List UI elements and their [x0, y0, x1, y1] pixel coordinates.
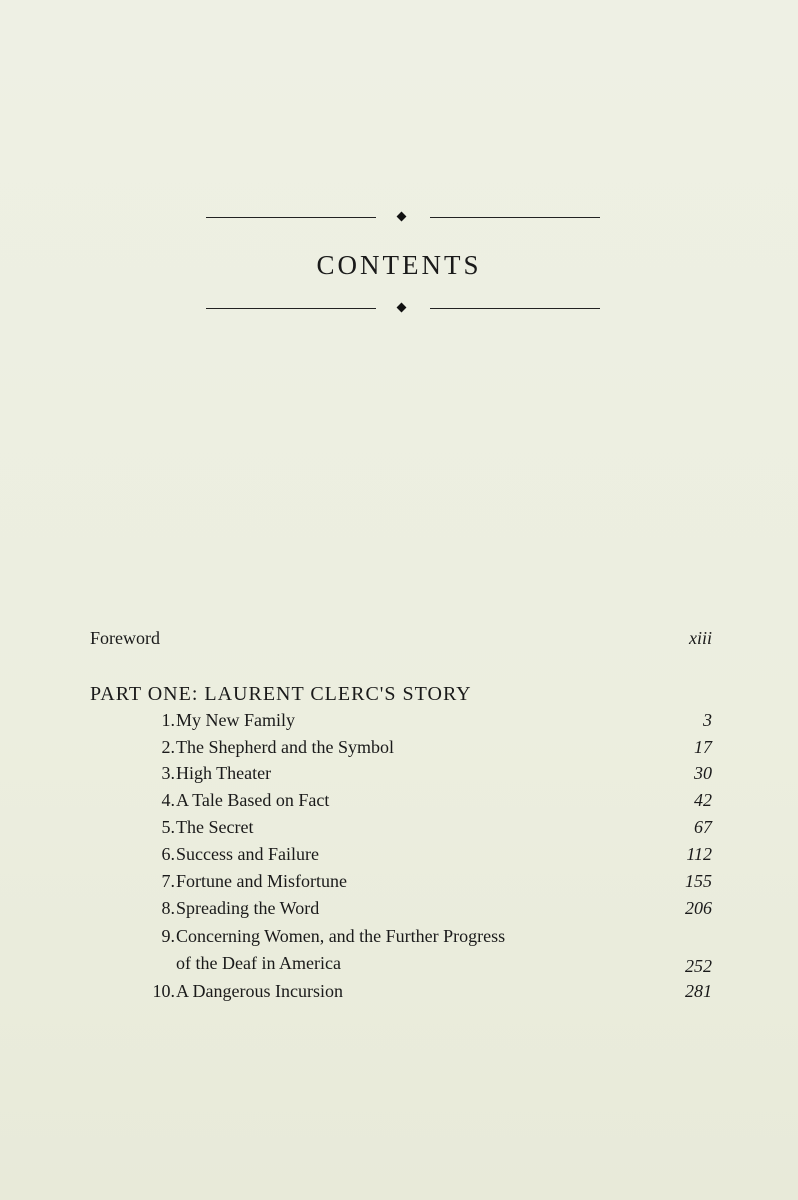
- chapter-page: 3: [703, 710, 712, 730]
- chapter-page: 67: [694, 817, 712, 837]
- chapter-title-continued: of the Deaf in America: [176, 953, 341, 973]
- part-one-title: PART ONE: LAURENT CLERC'S STORY: [90, 683, 472, 705]
- chapter-number: 2.: [161, 737, 175, 757]
- chapter-title: The Secret: [176, 817, 254, 837]
- chapter-number: 9.: [161, 926, 175, 946]
- chapter-title: The Shepherd and the Symbol: [176, 737, 394, 757]
- foreword-label: Foreword: [90, 628, 160, 648]
- chapter-page: 112: [686, 844, 712, 864]
- chapter-page: 155: [685, 871, 712, 891]
- chapter-page: 30: [694, 763, 712, 783]
- chapter-number: 10.: [152, 981, 175, 1001]
- foreword-page: xiii: [689, 628, 712, 648]
- chapter-page: 17: [694, 737, 712, 757]
- chapter-title: My New Family: [176, 710, 295, 730]
- chapter-page: 281: [685, 981, 712, 1001]
- chapter-title: A Tale Based on Fact: [176, 790, 330, 810]
- contents-heading: CONTENTS: [316, 250, 482, 280]
- chapter-entry[interactable]: [90, 925, 712, 975]
- chapter-title: Spreading the Word: [176, 898, 320, 918]
- chapter-page: 206: [685, 898, 712, 918]
- chapter-page: 42: [694, 790, 712, 810]
- chapter-title: A Dangerous Incursion: [176, 981, 343, 1001]
- chapter-number: 3.: [161, 763, 175, 783]
- chapter-number: 4.: [161, 790, 175, 810]
- chapter-number: 6.: [161, 844, 175, 864]
- chapter-number: 1.: [161, 710, 175, 730]
- chapter-number: 5.: [161, 817, 175, 837]
- chapter-title: Success and Failure: [176, 844, 319, 864]
- chapter-title: Concerning Women, and the Further Progress: [176, 926, 506, 946]
- chapter-number: 7.: [161, 871, 175, 891]
- chapter-number: 8.: [161, 898, 175, 918]
- chapter-title: Fortune and Misfortune: [176, 871, 347, 891]
- chapter-page: 252: [685, 956, 712, 976]
- table-of-contents: [90, 0, 712, 1200]
- chapter-title: High Theater: [176, 763, 272, 783]
